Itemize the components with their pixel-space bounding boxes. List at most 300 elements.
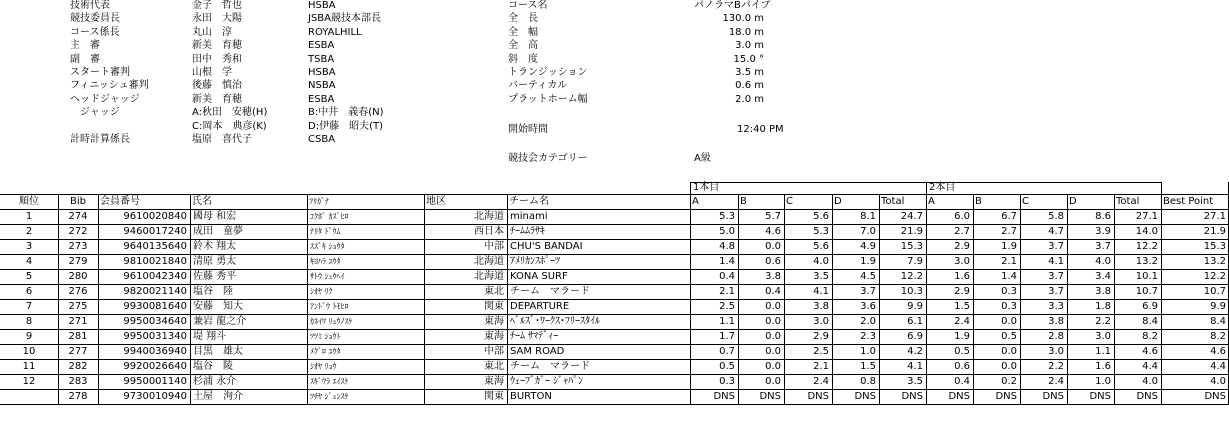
cell-r2c: 5.8 xyxy=(1048,211,1064,222)
cell-r2d: 3.8 xyxy=(1095,286,1111,297)
header-r2c: C xyxy=(1022,196,1029,207)
cell-region: 中部 xyxy=(484,346,504,357)
official-org: D:伊藤 昭夫(T) xyxy=(308,120,383,132)
cell-r2c: 3.7 xyxy=(1048,271,1064,282)
cell-region: 北海道 xyxy=(474,271,504,282)
cell-member: 9950031340 xyxy=(123,331,187,342)
cell-best: DNS xyxy=(1204,391,1226,402)
cell-member: 9610020840 xyxy=(123,211,187,222)
header-best: Best Point xyxy=(1163,196,1214,207)
cell-kana: ｼｵﾔ ﾘｮｳ xyxy=(310,362,337,371)
cell-r1d: 1.5 xyxy=(860,361,876,372)
cell-kana: ｷﾖﾊﾗ ﾕｳﾀ xyxy=(310,257,341,266)
cell-team: チーム マラード xyxy=(510,361,590,372)
cell-rank: 4 xyxy=(25,256,33,267)
cell-r1d: 7.0 xyxy=(860,226,876,237)
cell-name: 塩谷 陵 xyxy=(193,361,233,372)
cell-member: 9920026640 xyxy=(123,361,187,372)
header-r2a: A xyxy=(928,196,935,207)
cell-r1a: 2.5 xyxy=(719,301,735,312)
cell-bib: 272 xyxy=(68,226,88,237)
cell-r1c: 2.1 xyxy=(813,361,829,372)
header-r1a: A xyxy=(692,196,699,207)
cell-r1a: 4.8 xyxy=(719,241,735,252)
official-role: ジャッジ xyxy=(70,107,120,119)
official-org: JSBA競技本部長 xyxy=(308,13,381,25)
cell-best: 10.7 xyxy=(1203,286,1226,297)
cell-r2b: 0.0 xyxy=(1001,361,1017,372)
cell-member: 9730010940 xyxy=(123,391,187,402)
cell-r2c: DNS xyxy=(1042,391,1064,402)
cell-r2a: 3.0 xyxy=(954,256,970,267)
table-row xyxy=(0,359,1229,374)
cell-name: 安藤 知大 xyxy=(193,301,243,312)
cell-r1b: 4.6 xyxy=(765,226,781,237)
cell-team: ｳｪｰﾌﾞｶﾞｰ ｼﾞｬﾊﾟﾝ xyxy=(510,376,584,387)
official-org: ESBA xyxy=(308,40,335,52)
cell-r1c: 5.3 xyxy=(813,226,829,237)
table-row xyxy=(0,314,1229,329)
cell-r1b: 0.0 xyxy=(765,316,781,327)
cell-r1b: 0.0 xyxy=(765,301,781,312)
cell-r2d: 1.8 xyxy=(1095,301,1111,312)
cell-best: 15.3 xyxy=(1203,241,1226,252)
course-value: 18.0 m xyxy=(728,26,764,38)
cell-r2d: 8.6 xyxy=(1095,211,1111,222)
cell-r1a: 5.3 xyxy=(719,211,735,222)
cell-r1t: 10.3 xyxy=(900,286,923,297)
cell-r1d: 4.9 xyxy=(860,241,876,252)
cell-r1b: 0.0 xyxy=(765,376,781,387)
official-name: 新美 育穂 xyxy=(192,40,242,52)
cell-r1b: DNS xyxy=(759,391,781,402)
cell-r1c: 5.6 xyxy=(813,241,829,252)
cell-bib: 277 xyxy=(68,346,88,357)
cell-team: CHU'S BANDAI xyxy=(510,241,583,252)
cell-r1c: 2.9 xyxy=(813,331,829,342)
cell-r1a: 1.1 xyxy=(719,316,735,327)
cell-r2b: 0.3 xyxy=(1001,301,1017,312)
cell-kana: ｶﾈｲﾜ ﾘｭｳﾉｽｹ xyxy=(310,317,353,326)
cell-name: 清原 勇太 xyxy=(193,256,237,267)
category-label: 競技会カテゴリー xyxy=(508,153,588,164)
header-r2t: Total xyxy=(1116,196,1140,207)
header-r1d: D xyxy=(834,196,842,207)
cell-r1t: 15.3 xyxy=(900,241,923,252)
cell-bib: 271 xyxy=(68,316,88,327)
course-label: 全 長 xyxy=(508,13,538,25)
cell-r2t: 4.4 xyxy=(1142,361,1158,372)
cell-r2a: 0.6 xyxy=(954,361,970,372)
official-name: 後藤 慎治 xyxy=(192,80,242,92)
cell-member: 9640135640 xyxy=(123,241,187,252)
cell-name: 土屋 洵介 xyxy=(193,391,243,402)
cell-region: 東海 xyxy=(484,316,504,327)
cell-kana: ﾂﾂﾐ ｼｮｳﾄ xyxy=(310,332,341,341)
cell-region: 北海道 xyxy=(474,256,504,267)
cell-r2d: 1.6 xyxy=(1095,361,1111,372)
cell-r1b: 0.0 xyxy=(765,331,781,342)
cell-region: 東北 xyxy=(484,361,504,372)
cell-r1a: 1.7 xyxy=(719,331,735,342)
cell-r1t: 24.7 xyxy=(900,211,923,222)
cell-bib: 279 xyxy=(68,256,88,267)
cell-r2d: 3.0 xyxy=(1095,331,1111,342)
cell-r1b: 0.0 xyxy=(765,361,781,372)
cell-team: minami xyxy=(510,211,548,222)
cell-member: 9950034640 xyxy=(123,316,187,327)
course-label: 全 幅 xyxy=(508,26,538,38)
cell-r2c: 3.8 xyxy=(1048,316,1064,327)
official-org: B:中井 義春(N) xyxy=(308,107,384,119)
cell-region: 東海 xyxy=(484,376,504,387)
cell-r2c: 3.0 xyxy=(1048,346,1064,357)
run2-label: 2本目 xyxy=(929,182,956,193)
header-r2b: B xyxy=(975,196,982,207)
cell-r1d: DNS xyxy=(854,391,876,402)
official-role: 副 審 xyxy=(70,53,100,65)
cell-r2a: 1.9 xyxy=(954,331,970,342)
cell-r2d: DNS xyxy=(1089,391,1111,402)
cell-r1a: 0.3 xyxy=(719,376,735,387)
cell-rank: 7 xyxy=(25,301,33,312)
cell-team: ｱﾒﾘｶﾝｽﾎﾟｰﾂ xyxy=(510,256,560,267)
official-org: HSBA xyxy=(308,0,336,11)
cell-name: 塩谷 陸 xyxy=(193,286,233,297)
cell-r1d: 8.1 xyxy=(860,211,876,222)
official-role: 主 審 xyxy=(70,40,100,52)
cell-team: ﾍﾞﾙｽﾞ･ﾜｰｸｽ･ﾌﾘｰｽﾀｲﾙ xyxy=(510,316,600,327)
cell-kana: ｽｽﾞｷ ｼｮｳﾀ xyxy=(310,242,345,251)
official-role: スタート審判 xyxy=(70,67,130,78)
cell-team: BURTON xyxy=(510,391,552,402)
cell-r2c: 2.8 xyxy=(1048,331,1064,342)
cell-r1c: 4.0 xyxy=(813,256,829,267)
cell-r1c: 2.5 xyxy=(813,346,829,357)
cell-r2t: 4.6 xyxy=(1142,346,1158,357)
official-name: 金子 哲也 xyxy=(192,0,242,11)
table-gridline xyxy=(0,404,1229,405)
header-team: チーム名 xyxy=(509,196,549,207)
cell-rank: 8 xyxy=(25,316,33,327)
cell-r1d: 1.9 xyxy=(860,256,876,267)
cell-r2d: 1.1 xyxy=(1095,346,1111,357)
cell-member: 9460017240 xyxy=(123,226,187,237)
cell-bib: 280 xyxy=(68,271,88,282)
cell-r2c: 2.2 xyxy=(1048,361,1064,372)
cell-bib: 278 xyxy=(68,391,88,402)
cell-member: 9950001140 xyxy=(123,376,187,387)
cell-best: 8.2 xyxy=(1210,331,1226,342)
cell-r2a: 0.5 xyxy=(954,346,970,357)
cell-r1c: 2.4 xyxy=(813,376,829,387)
header-member: 会員番号 xyxy=(100,196,140,207)
official-name: 永田 大陽 xyxy=(192,13,242,25)
cell-best: 21.9 xyxy=(1203,226,1226,237)
cell-r1c: 3.0 xyxy=(813,316,829,327)
course-label: 斜 度 xyxy=(508,53,538,65)
cell-r2b: 0.5 xyxy=(1001,331,1017,342)
cell-r1d: 2.0 xyxy=(860,316,876,327)
cell-name: 佐藤 秀平 xyxy=(193,271,237,282)
cell-name: 成田 童夢 xyxy=(193,226,243,237)
cell-r2b: 6.7 xyxy=(1001,211,1017,222)
cell-r2t: DNS xyxy=(1136,391,1158,402)
cell-r2a: 1.5 xyxy=(954,301,970,312)
official-role: 技術代表 xyxy=(70,0,110,11)
table-header-row xyxy=(0,194,1229,209)
cell-r2c: 3.7 xyxy=(1048,241,1064,252)
official-name: A:秋田 安穂(H) xyxy=(192,107,268,119)
start-time-value: 12:40 PM xyxy=(737,124,784,135)
table-row xyxy=(0,329,1229,344)
cell-kana: ｼｵﾔ ﾘｸ xyxy=(310,287,333,296)
cell-r2d: 3.9 xyxy=(1095,226,1111,237)
cell-r2c: 4.7 xyxy=(1048,226,1064,237)
cell-kana: ﾂﾁﾔ ｼﾞｭﾝｽｹ xyxy=(310,392,349,401)
cell-name: 兼岩 龍之介 xyxy=(193,316,247,327)
cell-rank: 6 xyxy=(25,286,33,297)
official-org: ROYALHILL xyxy=(308,26,362,38)
cell-r2a: 0.4 xyxy=(954,376,970,387)
cell-r1b: 3.8 xyxy=(765,271,781,282)
cell-r1b: 5.7 xyxy=(765,211,781,222)
cell-kana: ｽｷﾞｳﾗ ｴｲｽｹ xyxy=(310,377,349,386)
cell-r1c: 5.6 xyxy=(813,211,829,222)
table-row xyxy=(0,284,1229,299)
official-org: CSBA xyxy=(308,134,336,145)
cell-r2c: 4.1 xyxy=(1048,256,1064,267)
table-row xyxy=(0,344,1229,359)
cell-r1c: 4.1 xyxy=(813,286,829,297)
cell-member: 9930081640 xyxy=(123,301,187,312)
cell-member: 9810021840 xyxy=(123,256,187,267)
cell-r1a: 0.4 xyxy=(719,271,735,282)
cell-r1t: 4.2 xyxy=(907,346,923,357)
start-time-label: 開始時間 xyxy=(508,124,548,135)
cell-name: 堤 翔斗 xyxy=(193,331,227,342)
cell-r2a: DNS xyxy=(948,391,970,402)
cell-r2a: 2.7 xyxy=(954,226,970,237)
table-row xyxy=(0,209,1229,224)
cell-bib: 283 xyxy=(68,376,88,387)
cell-r2b: 2.7 xyxy=(1001,226,1017,237)
cell-r2c: 3.7 xyxy=(1048,286,1064,297)
cell-r2d: 3.7 xyxy=(1095,241,1111,252)
cell-region: 中部 xyxy=(484,241,504,252)
course-value: パノラマBパイプ xyxy=(694,0,771,11)
cell-rank: 10 xyxy=(22,346,36,357)
course-label: コース名 xyxy=(508,0,548,11)
cell-name: 鈴木 翔太 xyxy=(193,241,237,252)
cell-region: 北海道 xyxy=(474,211,504,222)
course-value: 130.0 m xyxy=(722,13,764,25)
cell-r2b: 1.4 xyxy=(1001,271,1017,282)
cell-r1a: 1.4 xyxy=(719,256,735,267)
header-r1c: C xyxy=(786,196,793,207)
cell-r2t: 27.1 xyxy=(1135,211,1158,222)
cell-r1b: 0.6 xyxy=(765,256,781,267)
cell-r1t: 9.9 xyxy=(907,301,923,312)
header-kana: ﾌﾘｶﾞﾅ xyxy=(309,197,329,206)
cell-r1t: 4.1 xyxy=(907,361,923,372)
cell-r2a: 6.0 xyxy=(954,211,970,222)
cell-r1a: 5.0 xyxy=(719,226,735,237)
course-value: 3.5 m xyxy=(735,67,764,78)
cell-region: 関東 xyxy=(484,391,504,402)
cell-r2t: 10.1 xyxy=(1135,271,1158,282)
cell-bib: 273 xyxy=(68,241,88,252)
header-bib: Bib xyxy=(70,196,86,207)
course-value: 15.0 ° xyxy=(733,53,764,65)
cell-kana: ｺｸﾎﾞ ｶｽﾞﾋﾛ xyxy=(310,212,349,221)
cell-r1d: 3.6 xyxy=(860,301,876,312)
cell-region: 西日本 xyxy=(474,226,504,237)
official-name: 田中 秀和 xyxy=(192,53,242,65)
cell-bib: 274 xyxy=(68,211,88,222)
cell-name: 國母 和宏 xyxy=(193,211,237,222)
header-rank: 順位 xyxy=(19,196,39,207)
cell-r2a: 2.9 xyxy=(954,241,970,252)
cell-kana: ﾒｸﾞﾛ ﾕｳﾀ xyxy=(310,347,341,356)
cell-r1t: 3.5 xyxy=(907,376,923,387)
cell-r1a: 2.1 xyxy=(719,286,735,297)
table-row xyxy=(0,239,1229,254)
cell-r2b: 0.0 xyxy=(1001,316,1017,327)
cell-r2c: 3.3 xyxy=(1048,301,1064,312)
cell-team: ﾁｰﾑﾑﾗｻｷ xyxy=(510,226,545,237)
cell-rank: 12 xyxy=(22,376,36,387)
cell-best: 12.2 xyxy=(1203,271,1226,282)
cell-best: 8.4 xyxy=(1210,316,1226,327)
cell-best: 13.2 xyxy=(1203,256,1226,267)
official-role: コース係長 xyxy=(70,26,120,38)
official-name: 丸山 淳 xyxy=(192,26,232,38)
cell-bib: 281 xyxy=(68,331,88,342)
cell-r2t: 8.2 xyxy=(1142,331,1158,342)
cell-r2d: 3.4 xyxy=(1095,271,1111,282)
cell-best: 4.6 xyxy=(1210,346,1226,357)
cell-r2b: 0.2 xyxy=(1001,376,1017,387)
course-label: プラットホーム幅 xyxy=(508,93,588,105)
cell-r2b: DNS xyxy=(995,391,1017,402)
official-org: NSBA xyxy=(308,80,336,92)
official-org: TSBA xyxy=(308,53,335,65)
cell-r1t: 6.1 xyxy=(907,316,923,327)
cell-team: SAM ROAD xyxy=(510,346,565,357)
cell-team: DEPARTURE xyxy=(510,301,570,312)
cell-best: 9.9 xyxy=(1210,301,1226,312)
cell-member: 9940036940 xyxy=(123,346,187,357)
cell-name: 目黒 雄太 xyxy=(193,346,243,357)
cell-r1c: 3.8 xyxy=(813,301,829,312)
cell-r1d: 2.3 xyxy=(860,331,876,342)
cell-member: 9820021140 xyxy=(123,286,187,297)
course-label: 全 高 xyxy=(508,40,538,52)
header-r2d: D xyxy=(1069,196,1077,207)
official-role: 計時計算係長 xyxy=(70,134,130,145)
cell-r1b: 0.0 xyxy=(765,241,781,252)
cell-bib: 275 xyxy=(68,301,88,312)
table-row xyxy=(0,269,1229,284)
cell-r1d: 3.7 xyxy=(860,286,876,297)
cell-r2t: 14.0 xyxy=(1135,226,1158,237)
cell-r1b: 0.4 xyxy=(765,286,781,297)
category-value: A級 xyxy=(694,153,711,164)
cell-r2d: 1.0 xyxy=(1095,376,1111,387)
course-value: 0.6 m xyxy=(735,80,764,92)
official-org: HSBA xyxy=(308,67,336,78)
cell-r1c: DNS xyxy=(807,391,829,402)
official-name: 新美 育穂 xyxy=(192,93,242,105)
cell-r1a: 0.7 xyxy=(719,346,735,357)
cell-r2t: 6.9 xyxy=(1142,301,1158,312)
cell-r1t: 12.2 xyxy=(900,271,923,282)
cell-rank xyxy=(3,389,55,404)
official-name: 山根 学 xyxy=(192,67,232,78)
table-row xyxy=(0,389,1229,404)
cell-r2t: 4.0 xyxy=(1142,376,1158,387)
cell-rank: 9 xyxy=(25,331,33,342)
cell-team: KONA SURF xyxy=(510,271,568,282)
table-row xyxy=(0,224,1229,239)
cell-kana: ｱﾝﾄﾞｳ ﾄﾓﾋﾛ xyxy=(310,302,349,311)
cell-name: 杉浦 永介 xyxy=(193,376,237,387)
cell-r2b: 1.9 xyxy=(1001,241,1017,252)
cell-region: 関東 xyxy=(484,301,504,312)
cell-r1t: 7.9 xyxy=(907,256,923,267)
header-region: 地区 xyxy=(426,196,446,207)
cell-best: 27.1 xyxy=(1203,211,1226,222)
cell-team: チーム マラード xyxy=(510,286,590,297)
cell-r2b: 2.1 xyxy=(1001,256,1017,267)
header-r1t: Total xyxy=(881,196,905,207)
cell-r2b: 0.3 xyxy=(1001,286,1017,297)
table-row xyxy=(0,299,1229,314)
cell-r2t: 10.7 xyxy=(1135,286,1158,297)
cell-r1t: 6.9 xyxy=(907,331,923,342)
cell-rank: 11 xyxy=(22,361,36,372)
cell-r2d: 4.0 xyxy=(1095,256,1111,267)
course-label: トランジッション xyxy=(508,67,588,78)
cell-r1b: 0.0 xyxy=(765,346,781,357)
official-name: C:岡本 典彦(K) xyxy=(192,120,267,132)
cell-r2c: 2.4 xyxy=(1048,376,1064,387)
cell-r1t: DNS xyxy=(901,391,923,402)
course-value: 3.0 m xyxy=(735,40,764,52)
table-row xyxy=(0,254,1229,269)
cell-best: 4.0 xyxy=(1210,376,1226,387)
cell-r2a: 2.9 xyxy=(954,286,970,297)
cell-kana: ｻﾄｳ ｼｭｳﾍｲ xyxy=(310,272,345,281)
official-name: 塩原 喜代子 xyxy=(192,134,252,145)
official-org: ESBA xyxy=(308,93,335,105)
cell-r1d: 0.8 xyxy=(860,376,876,387)
cell-rank: 5 xyxy=(25,271,33,282)
cell-best: 4.4 xyxy=(1210,361,1226,372)
cell-r2t: 12.2 xyxy=(1135,241,1158,252)
cell-r1d: 1.0 xyxy=(860,346,876,357)
cell-r1d: 4.5 xyxy=(860,271,876,282)
cell-r1c: 3.5 xyxy=(813,271,829,282)
cell-r1a: 0.5 xyxy=(719,361,735,372)
cell-kana: ﾅﾘﾀ ﾄﾞｳﾑ xyxy=(310,227,341,236)
header-name: 氏名 xyxy=(192,196,212,207)
header-r1b: B xyxy=(740,196,747,207)
course-label: バーティカル xyxy=(508,80,568,92)
table-row xyxy=(0,374,1229,389)
cell-bib: 276 xyxy=(68,286,88,297)
